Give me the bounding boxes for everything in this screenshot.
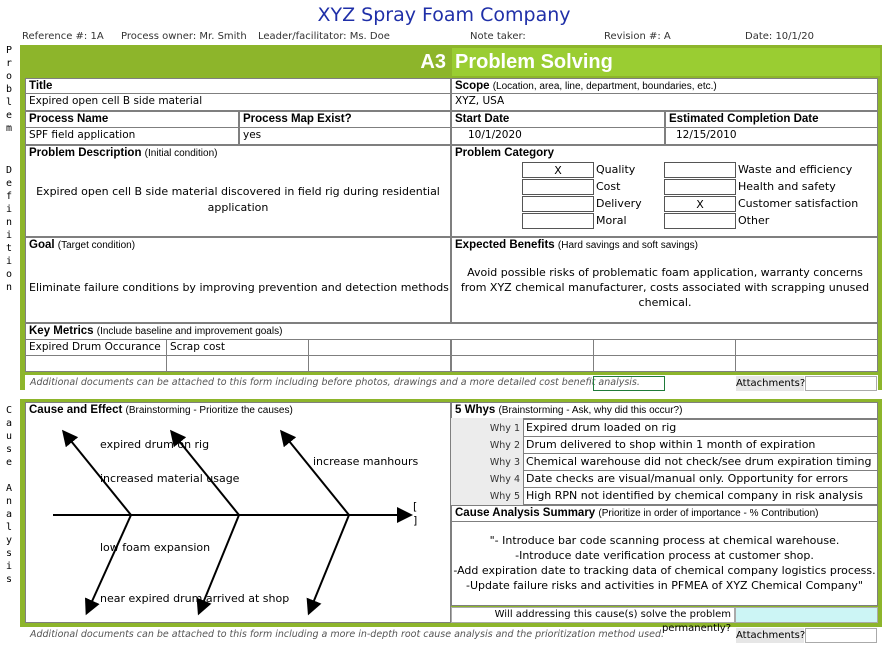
fishbone-diagram <box>25 402 451 623</box>
cause-effect-hint: (Brainstorming - Prioritize the causes) <box>125 405 293 416</box>
title-label: Title <box>29 80 53 92</box>
process-name-label: Process Name <box>29 113 109 125</box>
selected-cell[interactable] <box>593 376 665 391</box>
category-check-quality[interactable]: X <box>522 162 594 178</box>
side-label-definition: D e f i n i t i o n <box>5 165 13 293</box>
effect-head: [ ] <box>413 500 418 527</box>
goal-value[interactable]: Eliminate failure conditions by improving prevention and detection methods <box>29 281 449 294</box>
page-title: XYZ Spray Foam Company <box>317 4 571 26</box>
problem-description-hint: (Initial condition) <box>144 148 218 159</box>
category-label-quality: Quality <box>596 163 636 176</box>
summary-hint: (Prioritize in order of importance - % Contribution) <box>598 508 819 519</box>
side-label-analysis: A n a l y s i s <box>5 483 13 585</box>
scope-value[interactable]: XYZ, USA <box>455 95 505 107</box>
metric-cell-3[interactable] <box>308 339 451 356</box>
start-date-value[interactable]: 10/1/2020 <box>468 129 522 141</box>
scope-label: Scope <box>455 80 490 92</box>
attachments-field-2[interactable] <box>805 628 877 643</box>
why-4-value: Date checks are visual/manual only. Opportunity for errors <box>526 472 849 485</box>
goal-hint: (Target condition) <box>57 240 136 251</box>
category-check-cost[interactable] <box>522 179 594 195</box>
metric-cell-8[interactable] <box>166 355 309 372</box>
why-5-value: High RPN not identified by chemical company in risk analysis <box>526 489 863 502</box>
summary-line-1: "- Introduce bar code scanning process at chemical warehouse. <box>489 534 840 547</box>
cause-increased-material: increased material usage <box>100 472 240 485</box>
date: Date: 10/1/20 <box>745 31 814 42</box>
why-3-label: Why 3 <box>489 457 520 468</box>
category-check-health[interactable] <box>664 179 736 195</box>
side-label-problem: P r o b l e m <box>5 45 13 134</box>
category-check-customer[interactable]: X <box>664 196 736 212</box>
side-label-cause: C a u s e <box>5 405 13 468</box>
problem-description-label: Problem Description <box>29 147 142 159</box>
metric-cell-11[interactable] <box>593 355 736 372</box>
five-whys-label: 5 Whys <box>455 404 496 416</box>
completion-date-label: Estimated Completion Date <box>669 113 819 125</box>
category-label-delivery: Delivery <box>596 197 642 210</box>
start-date-label: Start Date <box>455 113 510 125</box>
scope-hint: (Location, area, line, department, boundaries, etc.) <box>492 81 717 92</box>
category-label-cost: Cost <box>596 180 621 193</box>
benefits-label: Expected Benefits <box>455 239 555 251</box>
category-label-health: Health and safety <box>738 180 836 193</box>
metric-cell-6[interactable] <box>735 339 878 356</box>
goal-box <box>25 237 451 323</box>
key-metrics-hint: (Include baseline and improvement goals) <box>96 326 283 337</box>
benefits-hint: (Hard savings and soft savings) <box>557 240 698 251</box>
process-map-label: Process Map Exist? <box>243 113 352 125</box>
process-map-value[interactable]: yes <box>243 129 262 141</box>
metric-1[interactable]: Expired Drum Occurance <box>29 341 161 353</box>
category-label-moral: Moral <box>596 214 627 227</box>
cause-increase-manhours: increase manhours <box>313 455 419 468</box>
solve-answer-field[interactable] <box>735 607 878 623</box>
cause-expired-drum: expired drum on rig <box>100 438 210 451</box>
why-1-value: Expired drum loaded on rig <box>526 421 677 434</box>
summary-label: Cause Analysis Summary <box>455 507 596 519</box>
category-check-waste[interactable] <box>664 162 736 178</box>
five-whys-hint: (Brainstorming - Ask, why did this occur?) <box>498 405 683 416</box>
title-value[interactable]: Expired open cell B side material <box>29 95 203 107</box>
completion-date-value[interactable]: 12/15/2010 <box>676 129 737 141</box>
note-taker: Note taker: <box>470 31 526 42</box>
category-check-moral[interactable] <box>522 213 594 229</box>
metric-2[interactable]: Scrap cost <box>170 341 225 353</box>
problem-description-value[interactable]: Expired open cell B side material discovered in field rig during residential application <box>36 185 440 214</box>
note-text-2: Additional documents can be attached to this form including a more in-depth root cause analysis and the prioritization method used. <box>30 629 664 640</box>
attachments-label-2: Attachments? <box>736 630 806 641</box>
why-3-value: Chemical warehouse did not check/see drum expiration timing <box>526 455 872 468</box>
note-text-1: Additional documents can be attached to this form including before photos, drawings and a more detailed cost benefit analysis. <box>30 377 640 388</box>
metric-cell-10[interactable] <box>451 355 594 372</box>
summary-line-2: -Introduce date verification process at customer shop. <box>515 549 814 562</box>
goal-label: Goal <box>29 239 55 251</box>
why-2-label: Why 2 <box>489 440 520 451</box>
summary-line-4: -Update failure risks and activities in PFMEA of XYZ Chemical Company" <box>466 579 863 592</box>
attachments-label-1: Attachments? <box>736 378 806 389</box>
key-metrics-label: Key Metrics <box>29 325 94 337</box>
benefits-value[interactable]: Avoid possible risks of problematic foam application, warranty concerns from XYZ chemical manufacturer, costs associated with scrapping unused chemical. <box>460 266 870 309</box>
category-label-other: Other <box>738 214 770 227</box>
category-label-customer: Customer satisfaction <box>738 197 859 210</box>
metric-cell-4[interactable] <box>451 339 594 356</box>
why-4-label: Why 4 <box>489 474 520 485</box>
cause-low-foam: low foam expansion <box>100 541 211 554</box>
metric-cell-7[interactable] <box>25 355 167 372</box>
metric-cell-12[interactable] <box>735 355 878 372</box>
why-5-label: Why 5 <box>489 491 520 502</box>
attachments-field-1[interactable] <box>805 376 877 391</box>
cause-effect-label: Cause and Effect <box>29 404 123 416</box>
cause-near-expired: near expired drum arrived at shop <box>100 592 290 605</box>
summary-line-3: -Add expiration date to tracking data of chemical company logistics process. <box>453 564 876 577</box>
a3-label: A3 <box>420 51 446 73</box>
problem-solving-title: Problem Solving <box>455 51 613 73</box>
problem-category-label: Problem Category <box>455 147 555 159</box>
metric-cell-9[interactable] <box>308 355 451 372</box>
revision-number: Revision #: A <box>604 31 671 42</box>
category-check-other[interactable] <box>664 213 736 229</box>
why-2-value: Drum delivered to shop within 1 month of expiration <box>526 438 816 451</box>
reference-number: Reference #: 1A <box>22 31 104 42</box>
process-owner: Process owner: Mr. Smith <box>121 31 247 42</box>
metric-cell-5[interactable] <box>593 339 736 356</box>
process-name-value[interactable]: SPF field application <box>29 129 136 141</box>
why-1-label: Why 1 <box>489 423 520 434</box>
category-label-waste: Waste and efficiency <box>738 163 853 176</box>
leader-facilitator: Leader/facilitator: Ms. Doe <box>258 31 390 42</box>
category-check-delivery[interactable] <box>522 196 594 212</box>
solve-question: Will addressing this cause(s) solve the problem permanently? <box>451 607 735 623</box>
